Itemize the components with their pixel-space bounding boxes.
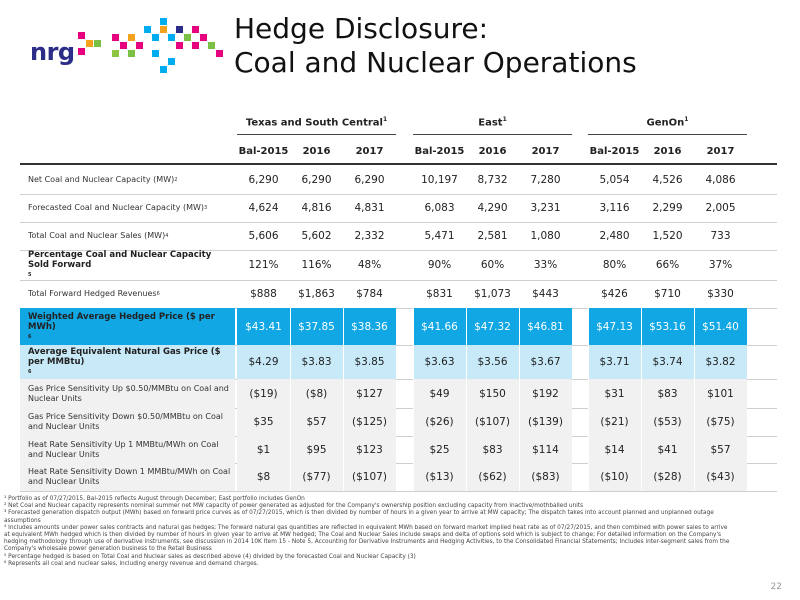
cell-separator (290, 436, 291, 463)
table-cell: 1,080 (530, 230, 561, 242)
table-cell: $41 (641, 436, 694, 463)
table-row (20, 379, 777, 409)
table-cell: 8,732 (477, 173, 508, 186)
table-cell: $53.16 (641, 308, 694, 345)
table-cell: 2,581 (477, 230, 508, 242)
group-name: East (478, 117, 503, 129)
row-label-text: Gas Price Sensitivity Down $0.50/MMBtu on Coal and Nuclear Units (28, 412, 224, 431)
column-header: 2017 (531, 146, 560, 157)
table-cell: $25 (413, 436, 466, 463)
cell-separator (641, 345, 642, 379)
row-label-text: Percentage Coal and Nuclear Capacity Sold Forward (28, 250, 212, 270)
cell-separator (290, 463, 291, 491)
row-label (28, 308, 233, 345)
cell-separator (588, 379, 589, 408)
table-cell: 2,480 (599, 230, 630, 242)
table-cell: $95 (290, 436, 343, 463)
table-cell: 37% (708, 259, 733, 271)
table-row (20, 308, 777, 346)
cell-separator (290, 308, 291, 345)
cell-separator (694, 408, 695, 436)
table-cell: 121% (248, 259, 279, 271)
row-label (28, 280, 233, 308)
cell-separator (519, 463, 520, 491)
table-cell: 60% (480, 259, 505, 271)
cell-separator (413, 408, 414, 436)
table-cell: 6,290 (248, 173, 279, 186)
row-label (28, 408, 233, 436)
cell-separator (290, 345, 291, 379)
table-cell: 2,005 (705, 202, 736, 214)
table-cell: $4.29 (237, 345, 290, 379)
table-cell: $101 (694, 379, 747, 408)
cell-separator (413, 308, 414, 345)
table-cell: $35 (237, 408, 290, 436)
column-header: 2016 (302, 146, 331, 157)
logo-text: nrg (30, 38, 75, 66)
table-cell: 733 (710, 230, 731, 242)
table-cell: $41.66 (413, 308, 466, 345)
table-row (20, 280, 777, 309)
cell-separator (343, 436, 344, 463)
table-cell: 33% (533, 259, 558, 271)
table-cell: ($107) (343, 463, 396, 491)
table-cell: 4,816 (301, 202, 332, 214)
table-cell: $3.82 (694, 345, 747, 379)
table-cell: $831 (426, 288, 453, 300)
table-row (20, 436, 777, 464)
table-row (20, 408, 777, 437)
table-cell: $3.67 (519, 345, 572, 379)
cell-separator (641, 308, 642, 345)
cell-separator (466, 308, 467, 345)
table-row (20, 165, 777, 195)
table-cell: ($10) (588, 463, 641, 491)
table-cell: 3,231 (530, 202, 561, 214)
row-label-text: Gas Price Sensitivity Up $0.50/MMBtu on Coal and Nuclear Units (28, 383, 229, 403)
table-cell: $51.40 (694, 308, 747, 345)
cell-separator (694, 379, 695, 408)
table-row (20, 250, 777, 281)
table-cell: $114 (519, 436, 572, 463)
table-cell: 4,831 (354, 202, 385, 214)
table-cell: $426 (601, 288, 628, 300)
table-cell: ($43) (694, 463, 747, 491)
row-footnote-ref: 6 (156, 291, 160, 297)
table-cell: ($125) (343, 408, 396, 436)
group-footnote-ref: 1 (684, 116, 689, 123)
table-cell: $3.71 (588, 345, 641, 379)
group-underline (588, 134, 747, 135)
column-header: Bal-2015 (414, 146, 465, 157)
cell-separator (466, 408, 467, 436)
table-cell: $46.81 (519, 308, 572, 345)
page-number: 22 (770, 582, 782, 592)
row-label (28, 436, 233, 463)
cell-separator (343, 463, 344, 491)
table-cell: 6,290 (301, 173, 332, 186)
table-cell: 2,299 (652, 202, 683, 214)
table-cell: $192 (519, 379, 572, 408)
row-label-text: Weighted Average Hedged Price ($ per MWh) (28, 311, 215, 332)
table-cell: $83 (466, 436, 519, 463)
table-cell: 116% (301, 259, 332, 271)
table-cell: ($77) (290, 463, 343, 491)
table-cell: ($139) (519, 408, 572, 436)
group-footnote-ref: 1 (382, 116, 388, 123)
table-cell: ($21) (588, 408, 641, 436)
table-cell: 10,197 (421, 173, 458, 186)
table-cell: ($26) (413, 408, 466, 436)
table-cell: $1 (237, 436, 290, 463)
table-cell: $3.63 (413, 345, 466, 379)
page-title (234, 12, 637, 80)
table-cell: 6,290 (354, 173, 385, 186)
table-cell: $47.13 (588, 308, 641, 345)
cell-separator (290, 408, 291, 436)
table-cell: $784 (356, 288, 383, 300)
cell-separator (588, 463, 589, 491)
cell-separator (413, 436, 414, 463)
table-cell: 4,086 (705, 173, 736, 186)
row-label (28, 194, 233, 222)
row-label-text: Average Equivalent Natural Gas Price ($ per MMBtu) (28, 347, 221, 367)
cell-separator (588, 436, 589, 463)
column-header: 2016 (478, 146, 507, 157)
cell-separator (343, 345, 344, 379)
cell-separator (519, 379, 520, 408)
table-cell: 80% (602, 259, 627, 271)
table-cell: ($75) (694, 408, 747, 436)
cell-separator (641, 436, 642, 463)
table-cell: ($28) (641, 463, 694, 491)
nrg-logo (28, 12, 228, 82)
cell-separator (413, 379, 414, 408)
table-cell: $47.32 (466, 308, 519, 345)
table-cell: 2,332 (354, 230, 385, 242)
table-cell: 48% (357, 259, 382, 271)
footnote: ¹ Portfolio as of 07/27/2015, Bal-2015 reflects August through December; East portfolio includes GenOn (4, 496, 305, 502)
table-row (20, 463, 777, 492)
row-label (28, 379, 233, 408)
table-cell: ($83) (519, 463, 572, 491)
table-cell: ($8) (290, 379, 343, 408)
group-header-1 (413, 116, 572, 128)
column-header: 2017 (706, 146, 735, 157)
row-label-text: Forecasted Coal and Nuclear Capacity (MW) (28, 203, 205, 212)
cell-separator (466, 436, 467, 463)
cell-separator (413, 345, 414, 379)
row-label (28, 250, 233, 280)
table-cell: 3,116 (599, 202, 630, 214)
table-cell: 5,602 (301, 230, 332, 242)
table-cell: $3.85 (343, 345, 396, 379)
group-header-0 (237, 116, 396, 128)
group-footnote-ref: 1 (502, 116, 507, 123)
table-cell: 4,290 (477, 202, 508, 214)
table-row (20, 345, 777, 380)
cell-separator (290, 379, 291, 408)
cell-separator (519, 436, 520, 463)
cell-separator (641, 408, 642, 436)
row-footnote-ref: 4 (165, 233, 169, 239)
table-cell: $8 (237, 463, 290, 491)
group-underline (237, 134, 396, 135)
table-cell: $38.36 (343, 308, 396, 345)
cell-separator (413, 463, 414, 491)
footnote: ³ Forecasted generation dispatch output (MWh) based on forward price curves as of 07/27/2015, which is then divided by number of hours in a given year to arrive at MW capacity; The dispatch takes into account planned and unplanned outage assumptions (4, 510, 714, 524)
table-cell: $57 (694, 436, 747, 463)
cell-separator (694, 436, 695, 463)
cell-separator (641, 463, 642, 491)
table-row (20, 194, 777, 223)
column-header: Bal-2015 (238, 146, 289, 157)
row-label-text: Total Forward Hedged Revenues (28, 289, 157, 298)
table-cell: $3.74 (641, 345, 694, 379)
cell-separator (694, 345, 695, 379)
row-footnote-ref: 6 (28, 333, 32, 340)
row-footnote-ref: 3 (204, 205, 208, 211)
table-cell: 4,624 (248, 202, 279, 214)
title-line-1: Hedge Disclosure: (234, 12, 489, 45)
cell-separator (343, 408, 344, 436)
column-header: 2017 (355, 146, 384, 157)
table-cell: ($13) (413, 463, 466, 491)
table-cell: ($53) (641, 408, 694, 436)
cell-separator (694, 308, 695, 345)
cell-separator (519, 345, 520, 379)
table-cell: $123 (343, 436, 396, 463)
table-cell: ($62) (466, 463, 519, 491)
table-cell: $127 (343, 379, 396, 408)
row-label (28, 345, 233, 379)
cell-separator (466, 345, 467, 379)
row-label-text: Heat Rate Sensitivity Up 1 MMBtu/MWh on Coal and Nuclear Units (28, 439, 219, 459)
table-cell: 7,280 (530, 173, 561, 186)
table-cell: $37.85 (290, 308, 343, 345)
table-cell: 6,083 (424, 202, 455, 214)
title-line-2: Coal and Nuclear Operations (234, 46, 637, 79)
footnote: ⁶ Represents all coal and nuclear sales, including energy revenue and demand charges. (4, 560, 259, 567)
table-cell: $49 (413, 379, 466, 408)
table-cell: $3.83 (290, 345, 343, 379)
cell-separator (466, 379, 467, 408)
table-cell: $710 (654, 288, 681, 300)
cell-separator (519, 308, 520, 345)
cell-separator (519, 408, 520, 436)
table-cell: $443 (532, 288, 559, 300)
group-header-2 (588, 116, 747, 128)
cell-separator (694, 463, 695, 491)
table-cell: 90% (427, 259, 452, 271)
table-cell: $14 (588, 436, 641, 463)
cell-separator (343, 308, 344, 345)
table-row (20, 222, 777, 251)
column-header: Bal-2015 (589, 146, 640, 157)
row-label (28, 222, 233, 250)
group-underline (413, 134, 572, 135)
table-cell: $1,073 (474, 288, 511, 300)
table-cell: $1,863 (298, 288, 335, 300)
group-name: Texas and South Central (245, 117, 383, 129)
table-cell: 5,606 (248, 230, 279, 242)
footnotes (4, 496, 734, 568)
group-name: GenOn (646, 117, 685, 129)
table-cell: $83 (641, 379, 694, 408)
table-cell: ($107) (466, 408, 519, 436)
column-header: 2016 (653, 146, 682, 157)
row-label-text: Total Coal and Nuclear Sales (MW) (28, 231, 166, 240)
row-label (28, 463, 233, 491)
table-cell: ($19) (237, 379, 290, 408)
cell-separator (641, 379, 642, 408)
table-cell: $43.41 (237, 308, 290, 345)
table-cell: $330 (707, 288, 734, 300)
row-footnote-ref: 5 (28, 272, 32, 278)
row-label-text: Net Coal and Nuclear Capacity (MW) (28, 174, 175, 184)
row-label-text: Heat Rate Sensitivity Down 1 MMBtu/MWh on Coal and Nuclear Units (28, 467, 231, 486)
cell-separator (588, 345, 589, 379)
table-cell: 1,520 (652, 230, 683, 242)
table-cell: $57 (290, 408, 343, 436)
cell-separator (588, 308, 589, 345)
table-cell: 5,471 (424, 230, 455, 242)
footnote: ² Net Coal and Nuclear capacity represents nominal summer net MW capacity of power generated as adjusted for the Company's ownership position excluding capacity from inactive/mothballed units (4, 503, 584, 510)
table-cell: 66% (655, 259, 680, 271)
row-footnote-ref: 2 (174, 176, 178, 183)
cell-separator (466, 463, 467, 491)
footnote: ⁴ Includes amounts under power sales contracts and natural gas hedges; The forward natural gas quantities are reflected in equivalent MWh based on forward market implied heat rate as of 07/27/2015, and then combined with power sales to arrive at equivalent MWh hedged which is then divided by number of hours in given year to arrive at MW hedged; The Coal and Nuclear Sales include swaps and delta of options sold which is subject to change; For detailed information on the Company's hedging methodology through use of derivative instruments, see discussion in 2014 10K Item 15 - Note 5, Accounting for Derivative Instruments and Hedging Activities, to the Consolidated Financial Statements; Includes inter-segment sales from the Company's wholesale power generation business to the Retail Business (4, 524, 730, 553)
table-cell: $888 (250, 288, 277, 300)
cell-separator (588, 408, 589, 436)
footnote: ⁵ Percentage hedged is based on Total Coal and Nuclear sales as described above (4) divided by the forecasted Coal and Nuclear Capacity (3) (4, 553, 416, 560)
table-cell: 4,526 (652, 173, 683, 186)
cell-separator (343, 379, 344, 408)
table-cell: $150 (466, 379, 519, 408)
row-footnote-ref: 6 (28, 369, 32, 375)
table-cell: $3.56 (466, 345, 519, 379)
table-cell: 5,054 (599, 173, 630, 186)
row-label (28, 165, 233, 194)
table-cell: $31 (588, 379, 641, 408)
